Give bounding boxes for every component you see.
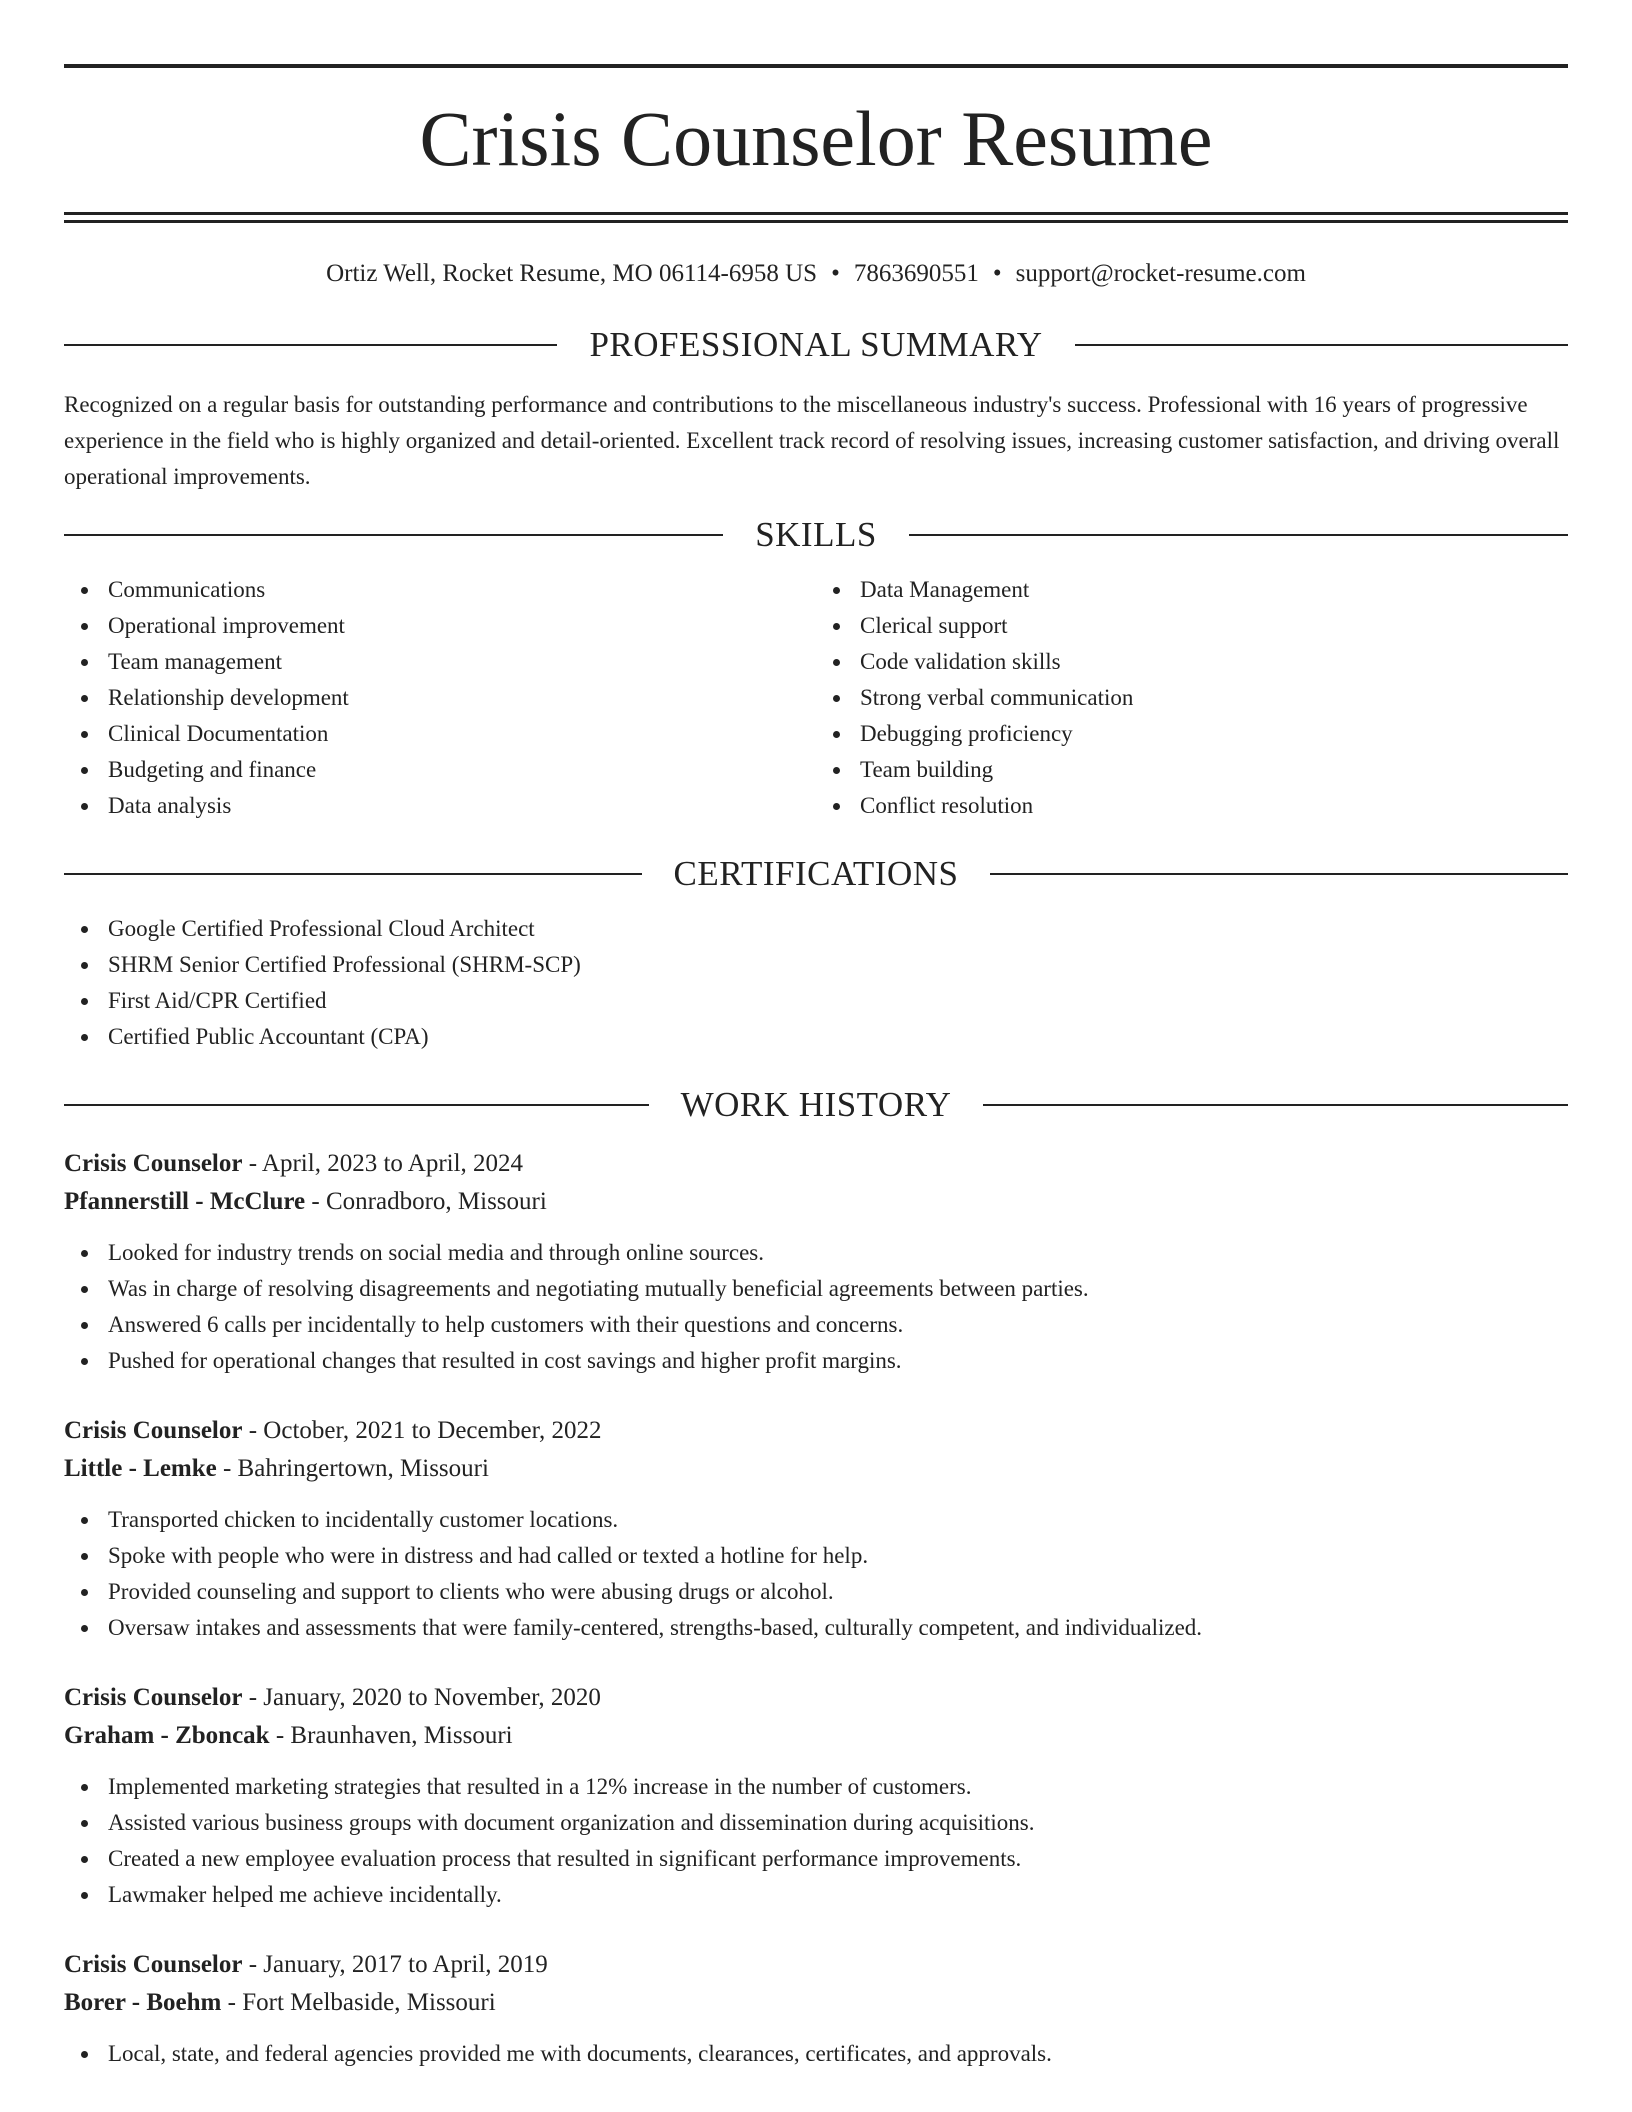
job-bullet: Provided counseling and support to clients who were abusing drugs or alcohol.	[64, 1574, 1568, 1610]
heading-rule-right	[909, 534, 1568, 536]
job-title-line	[64, 1145, 1568, 1183]
contact-phone: 7863690551	[853, 260, 979, 287]
job-title-line	[64, 1412, 1568, 1450]
job-entry	[64, 1946, 1568, 2072]
job-dates: - January, 2020 to November, 2020	[242, 1684, 601, 1711]
title-double-rule	[64, 212, 1568, 223]
skill-item: Clinical Documentation	[64, 716, 816, 752]
job-entry	[64, 1679, 1568, 1913]
skill-item: Data analysis	[64, 788, 816, 824]
job-title: Crisis Counselor	[64, 1417, 243, 1444]
heading-rule-left	[64, 534, 723, 536]
job-company: Little - Lemke	[64, 1455, 217, 1482]
work-history-heading: WORK HISTORY	[680, 1085, 952, 1124]
job-bullet: Was in charge of resolving disagreements and negotiating mutually beneficial agreements between parties.	[64, 1271, 1568, 1307]
job-dates: - October, 2021 to December, 2022	[242, 1417, 602, 1444]
contact-line	[64, 259, 1568, 289]
contact-address: Ortiz Well, Rocket Resume, MO 06114-6958 US	[326, 260, 818, 287]
job-company-line	[64, 1450, 1568, 1488]
job-bullet: Implemented marketing strategies that resulted in a 12% increase in the number of customers.	[64, 1769, 1568, 1805]
job-bullet: Pushed for operational changes that resulted in cost savings and higher profit margins.	[64, 1343, 1568, 1379]
job-dates: - January, 2017 to April, 2019	[242, 1951, 548, 1978]
job-bullet: Transported chicken to incidentally customer locations.	[64, 1502, 1568, 1538]
job-entry	[64, 1145, 1568, 1379]
heading-rule-right	[983, 1104, 1568, 1106]
job-bullet: Local, state, and federal agencies provided me with documents, clearances, certificates, and approvals.	[64, 2036, 1568, 2072]
heading-rule-right	[990, 873, 1568, 875]
heading-rule-left	[64, 1104, 649, 1106]
job-entry	[64, 1412, 1568, 1646]
skill-item: Operational improvement	[64, 608, 816, 644]
job-bullets	[64, 1235, 1568, 1379]
job-company-line	[64, 1183, 1568, 1221]
certification-item: Google Certified Professional Cloud Architect	[64, 911, 1568, 947]
certifications-heading: CERTIFICATIONS	[673, 854, 959, 893]
skill-item: Budgeting and finance	[64, 752, 816, 788]
job-company: Pfannerstill - McClure	[64, 1188, 306, 1215]
skills-heading: SKILLS	[755, 515, 877, 554]
skill-item: Data Management	[816, 572, 1568, 608]
resume-page	[64, 0, 1568, 2072]
certifications-section-heading	[64, 852, 1568, 896]
contact-email: support@rocket-resume.com	[1015, 260, 1306, 287]
job-bullet: Looked for industry trends on social media and through online sources.	[64, 1235, 1568, 1271]
skill-item: Relationship development	[64, 680, 816, 716]
certifications-list	[64, 911, 1568, 1055]
job-bullet: Answered 6 calls per incidentally to help customers with their questions and concerns.	[64, 1307, 1568, 1343]
skills-list-right	[816, 572, 1568, 824]
job-title-line	[64, 1946, 1568, 1984]
summary-section-heading	[64, 323, 1568, 367]
job-company: Borer - Boehm	[64, 1989, 222, 2016]
heading-rule-left	[64, 344, 557, 346]
heading-rule-right	[1075, 344, 1568, 346]
job-title: Crisis Counselor	[64, 1684, 243, 1711]
job-company-line	[64, 1984, 1568, 2022]
job-location: - Fort Melbaside, Missouri	[221, 1989, 496, 2016]
job-bullet: Spoke with people who were in distress and had called or texted a hotline for help.	[64, 1538, 1568, 1574]
job-company: Graham - Zboncak	[64, 1722, 270, 1749]
job-bullet: Lawmaker helped me achieve incidentally.	[64, 1877, 1568, 1913]
certification-item: SHRM Senior Certified Professional (SHRM-SCP)	[64, 947, 1568, 983]
job-bullets	[64, 1502, 1568, 1646]
job-dates: - April, 2023 to April, 2024	[242, 1150, 524, 1177]
job-title-line	[64, 1679, 1568, 1717]
skill-item: Team management	[64, 644, 816, 680]
top-rule	[64, 64, 1568, 68]
job-location: - Conradboro, Missouri	[305, 1188, 547, 1215]
job-location: - Bahringertown, Missouri	[216, 1455, 489, 1482]
contact-separator: •	[831, 260, 840, 287]
heading-rule-left	[64, 873, 642, 875]
skill-item: Communications	[64, 572, 816, 608]
skill-item: Debugging proficiency	[816, 716, 1568, 752]
summary-heading: PROFESSIONAL SUMMARY	[589, 325, 1043, 364]
contact-separator: •	[992, 260, 1002, 287]
job-bullet: Assisted various business groups with document organization and dissemination during acquisitions.	[64, 1805, 1568, 1841]
summary-text: Recognized on a regular basis for outstanding performance and contributions to the miscellaneous industry's success. Professional with 16 years of progressive experience in the field who is highly organized and detail-oriented. Excellent track record of resolving issues, increasing customer satisfaction, and driving overall operational improvements.	[64, 392, 1560, 489]
work-history-section-heading	[64, 1083, 1568, 1127]
skill-item: Clerical support	[816, 608, 1568, 644]
job-bullets	[64, 1769, 1568, 1913]
skills-columns	[64, 572, 1568, 824]
certification-item: Certified Public Accountant (CPA)	[64, 1019, 1568, 1055]
job-bullet: Oversaw intakes and assessments that were family-centered, strengths-based, culturally competent, and individualized.	[64, 1610, 1568, 1646]
job-location: - Braunhaven, Missouri	[269, 1722, 513, 1749]
job-company-line	[64, 1717, 1568, 1755]
skill-item: Code validation skills	[816, 644, 1568, 680]
skill-item: Team building	[816, 752, 1568, 788]
job-title: Crisis Counselor	[64, 1951, 243, 1978]
skill-item: Conflict resolution	[816, 788, 1568, 824]
certification-item: First Aid/CPR Certified	[64, 983, 1568, 1019]
skills-section-heading	[64, 513, 1568, 557]
resume-title: Crisis Counselor Resume	[419, 95, 1213, 182]
skills-list-left	[64, 572, 816, 824]
job-bullets	[64, 2036, 1568, 2072]
skill-item: Strong verbal communication	[816, 680, 1568, 716]
job-bullet: Created a new employee evaluation process that resulted in significant performance improvements.	[64, 1841, 1568, 1877]
job-title: Crisis Counselor	[64, 1150, 243, 1177]
